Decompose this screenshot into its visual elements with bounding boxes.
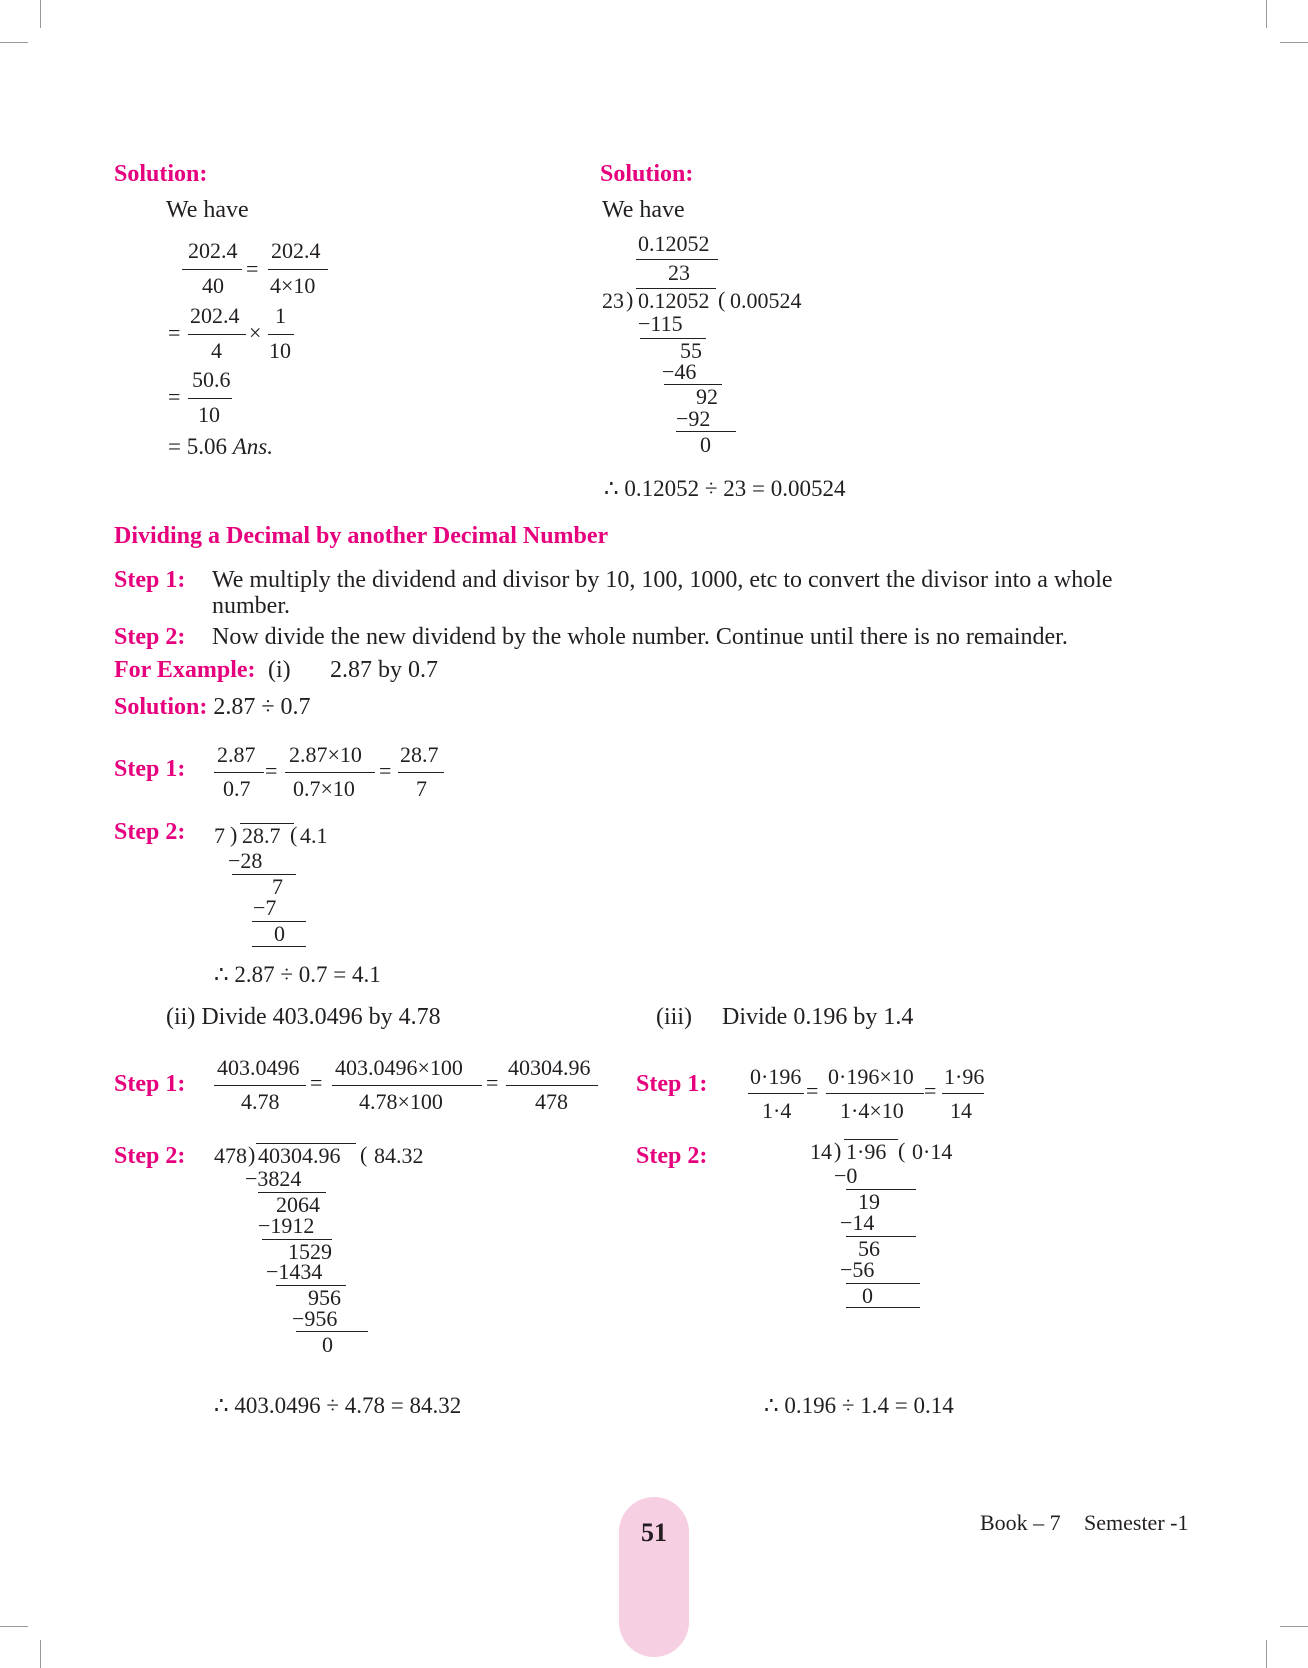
division-step: 56: [858, 1236, 880, 1261]
fraction-numerator: 403.0496×100: [335, 1055, 463, 1080]
equals-sign: =: [265, 758, 278, 783]
step-label: Step 1:: [114, 1071, 186, 1097]
solution-text: 2.87 ÷ 0.7: [213, 694, 311, 720]
step-label: Step 1:: [114, 756, 186, 782]
step-line: [846, 1307, 920, 1308]
equals-sign: =: [168, 384, 181, 409]
equals-sign: =: [486, 1070, 499, 1095]
section-heading: Dividing a Decimal by another Decimal Number: [114, 523, 609, 549]
fraction-denominator: 7: [416, 776, 427, 801]
fraction-bar: [506, 1085, 598, 1086]
fraction-numerator: 0·196×10: [828, 1064, 914, 1089]
footer-book: Book – 7: [980, 1510, 1061, 1535]
footer-semester: Semester -1: [1084, 1510, 1189, 1535]
fraction-numerator: 0·196: [750, 1064, 802, 1089]
step-label: Step 2:: [114, 624, 186, 650]
fraction-bar: [188, 334, 246, 335]
step-line: [846, 1283, 920, 1284]
division-step: 55: [680, 338, 702, 363]
fraction-denominator: 0.7: [223, 776, 251, 801]
step-label: Step 2:: [114, 1143, 186, 1169]
dividend: 40304.96: [258, 1143, 341, 1168]
page-number: 51: [641, 1518, 667, 1547]
step-label: Step 1:: [114, 567, 186, 593]
equals-sign: =: [379, 758, 392, 783]
fraction-denominator: 4×10: [270, 273, 316, 298]
fraction-bar: [214, 1085, 306, 1086]
fraction-bar: [188, 398, 232, 399]
quotient: 4.1: [300, 823, 328, 848]
division-step: −56: [840, 1257, 875, 1282]
example-text: 2.87 by 0.7: [330, 657, 438, 683]
quotient: 0.00524: [730, 288, 802, 313]
divisor: 23: [602, 288, 624, 313]
fraction-numerator: 403.0496: [217, 1055, 300, 1080]
example-title-num: (iii): [656, 1004, 692, 1030]
fraction-numerator: 1: [275, 303, 286, 328]
fraction-denominator: 0.7×10: [293, 776, 355, 801]
division-step: −7: [253, 895, 277, 920]
fraction-numerator: 28.7: [400, 742, 439, 767]
step-line: [232, 874, 296, 875]
fraction-denominator: 10: [269, 338, 291, 363]
division-step: 0: [322, 1332, 333, 1357]
step-text: number.: [212, 593, 290, 619]
fraction-bar: [268, 334, 294, 335]
division-step: −1912: [258, 1213, 315, 1238]
fraction-numerator: 202.4: [190, 303, 240, 328]
fraction-denominator: 4.78×100: [359, 1089, 443, 1114]
conclusion: ∴ 0.196 ÷ 1.4 = 0.14: [764, 1393, 954, 1418]
fraction-denominator: 10: [198, 402, 220, 427]
fraction-bar: [398, 772, 444, 773]
fraction-denominator: 14: [950, 1098, 972, 1123]
equals-sign: =: [246, 256, 259, 281]
crop-mark: [40, 1640, 41, 1668]
quotient-bracket: (: [898, 1138, 906, 1163]
fraction-bar: [182, 269, 242, 270]
fraction-numerator: 202.4: [188, 238, 238, 263]
fraction-denominator: 23: [668, 260, 690, 285]
fraction-denominator: 478: [535, 1089, 568, 1114]
division-step: −28: [228, 848, 263, 873]
quotient-bracket: (: [360, 1142, 368, 1167]
solution-heading: Solution:: [600, 161, 694, 187]
dividend: 0.12052: [638, 288, 710, 313]
fraction-denominator: 4.78: [241, 1089, 280, 1114]
step-text: Now divide the new dividend by the whole number. Continue until there is no remainder.: [212, 624, 1068, 650]
division-bracket: ): [230, 822, 238, 847]
step-text: We multiply the dividend and divisor by 10, 100, 1000, etc to convert the divisor into a whole: [212, 567, 1113, 593]
fraction-bar: [942, 1093, 984, 1094]
division-step: 2064: [276, 1192, 320, 1217]
solution-heading: Solution:: [114, 161, 208, 187]
division-step: −92: [676, 406, 711, 431]
solution-intro: We have: [166, 197, 249, 223]
division-step: 19: [858, 1189, 880, 1214]
divisor: 7: [214, 823, 225, 848]
example-label: For Example:: [114, 657, 256, 683]
step-line: [846, 1236, 916, 1237]
division-bracket: ): [834, 1138, 842, 1163]
fraction-denominator: 1·4×10: [840, 1098, 904, 1123]
division-bracket: ): [248, 1142, 256, 1167]
fraction-bar: [214, 772, 264, 773]
division-step: −956: [292, 1306, 338, 1331]
fraction-bar: [826, 1093, 924, 1094]
fraction-numerator: 2.87×10: [289, 742, 362, 767]
dividend: 28.7: [242, 823, 281, 848]
example-title: Divide 0.196 by 1.4: [722, 1004, 914, 1030]
conclusion: ∴ 2.87 ÷ 0.7 = 4.1: [214, 962, 381, 987]
division-bracket: ): [626, 287, 634, 312]
conclusion: ∴ 403.0496 ÷ 4.78 = 84.32: [214, 1393, 462, 1418]
solution-heading: Solution:: [114, 694, 208, 720]
equals-sign: =: [806, 1078, 819, 1103]
fraction-denominator: 1·4: [762, 1098, 792, 1123]
times-sign: ×: [249, 320, 262, 345]
division-step: 0: [274, 921, 285, 946]
crop-mark: [1280, 42, 1308, 43]
division-step: 1529: [288, 1239, 332, 1264]
division-step: 7: [272, 874, 283, 899]
division-step: −0: [834, 1163, 858, 1188]
step-label: Step 1:: [636, 1071, 708, 1097]
crop-mark: [40, 0, 41, 28]
equals-sign: =: [924, 1078, 937, 1103]
divisor: 14: [810, 1139, 832, 1164]
crop-mark: [0, 1626, 28, 1627]
fraction-numerator: 202.4: [271, 238, 321, 263]
equals-sign: =: [168, 320, 181, 345]
fraction-numerator: 0.12052: [638, 231, 710, 256]
division-step: 956: [308, 1285, 341, 1310]
step-line: [846, 1189, 916, 1190]
fraction-denominator: 40: [202, 273, 224, 298]
step-label: Step 2:: [636, 1143, 708, 1169]
division-step: 0: [862, 1283, 873, 1308]
division-step: −115: [638, 311, 683, 336]
crop-mark: [1266, 1640, 1267, 1668]
conclusion: ∴ 0.12052 ÷ 23 = 0.00524: [604, 476, 846, 501]
dividend: 1·96: [846, 1139, 887, 1164]
example-title: (ii) Divide 403.0496 by 4.78: [166, 1004, 441, 1030]
example-item: (i): [268, 657, 291, 683]
fraction-bar: [332, 1085, 482, 1086]
fraction-bar: [268, 269, 328, 270]
answer-word: Ans.: [232, 434, 273, 459]
fraction-numerator: 40304.96: [508, 1055, 591, 1080]
divisor: 478: [214, 1143, 247, 1168]
division-step: 92: [696, 384, 718, 409]
quotient: 84.32: [374, 1143, 424, 1168]
fraction-bar: [748, 1093, 804, 1094]
solution-intro: We have: [602, 197, 685, 223]
division-step: −1434: [266, 1259, 323, 1284]
fraction-numerator: 1·96: [944, 1064, 985, 1089]
solution-line: [114, 695, 311, 719]
crop-mark: [1280, 1626, 1308, 1627]
crop-mark: [0, 42, 28, 43]
division-step: −46: [662, 359, 697, 384]
quotient-bracket: (: [290, 822, 298, 847]
quotient: 0·14: [912, 1139, 953, 1164]
solution-answer: [168, 435, 273, 458]
fraction-numerator: 2.87: [217, 742, 256, 767]
division-step: −14: [840, 1210, 875, 1235]
fraction-numerator: 50.6: [192, 367, 231, 392]
division-step: −3824: [245, 1166, 302, 1191]
equals-sign: =: [310, 1070, 323, 1095]
quotient-bracket: (: [718, 287, 726, 312]
fraction-denominator: 4: [211, 338, 222, 363]
answer-value: = 5.06: [168, 434, 227, 459]
step-line: [252, 946, 306, 947]
fraction-bar: [285, 772, 375, 773]
step-label: Step 2:: [114, 819, 186, 845]
division-step: 0: [700, 432, 711, 457]
crop-mark: [1266, 0, 1267, 28]
